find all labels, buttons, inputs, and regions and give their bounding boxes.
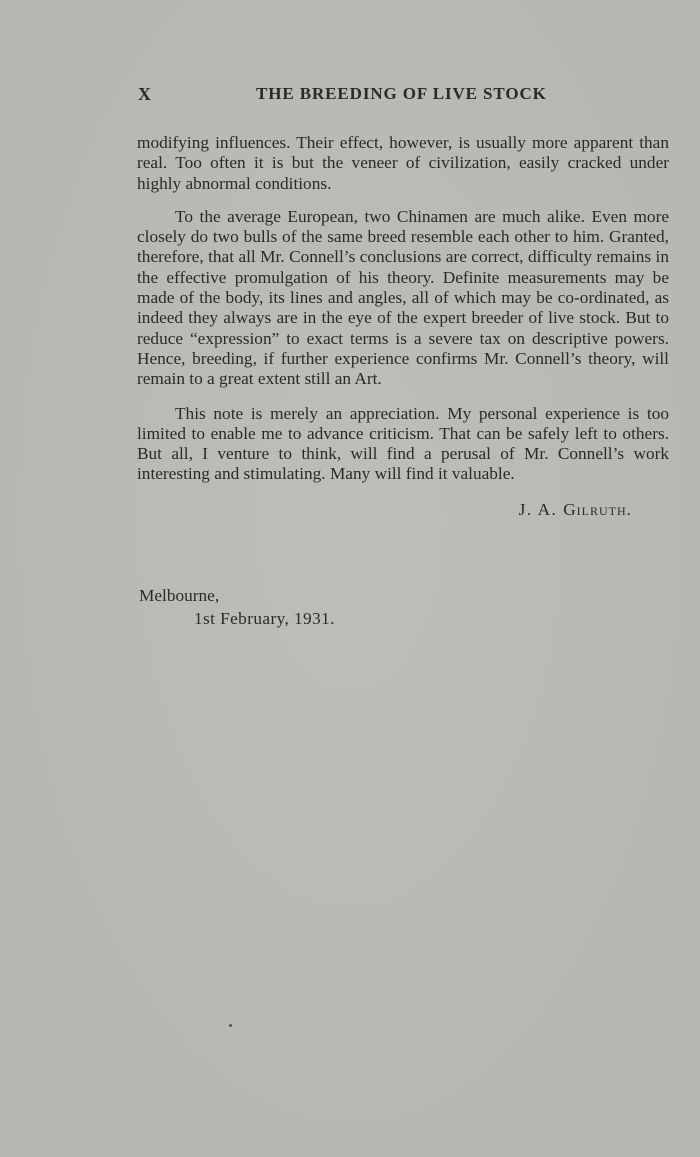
running-title: THE BREEDING OF LIVE STOCK bbox=[256, 84, 547, 103]
paragraph-appreciation-note: This note is merely an appreciation. My personal experience is too limited to enable me to advance criticism. That can be safely left to others. But all, I venture to think, will find a perusal of Mr. Connell’s work interesting and stimulating. Many will find it valuable. bbox=[137, 403, 669, 484]
paragraph-continuation: modifying influences. Their effect, however, is usually more apparent than real. Too often it is but the veneer of civilization, easily cracked under highly abnormal conditions. bbox=[137, 133, 669, 193]
signature bbox=[137, 500, 669, 520]
signature-initials: J. A. bbox=[518, 499, 558, 519]
paragraph-european-comparison: To the average European, two Chinamen are much alike. Even more closely do two bulls of the same breed resemble each other to him. Granted, therefore, that all Mr. Connell’s conclusions are correct, difficulty remains in the effective promulgation of his theory. Definite measurements may be made of the body, its lines and angles, all of which may be co-ordinated, as indeed they always are in the eye of the expert breeder of live stock. But to reduce “expression” to exact terms is a severe tax on descriptive powers. Hence, breeding, if further experience confirms Mr. Connell’s theory, will remain to a great extent still an Art. bbox=[137, 206, 669, 389]
page-number: X bbox=[138, 84, 152, 104]
page-header bbox=[138, 84, 670, 108]
signature-surname: Gilruth. bbox=[563, 499, 632, 519]
closing-place: Melbourne, bbox=[139, 586, 220, 605]
body-text bbox=[137, 133, 669, 520]
paper-speck bbox=[229, 1024, 232, 1027]
closing-date: 1st February, 1931. bbox=[194, 609, 335, 628]
